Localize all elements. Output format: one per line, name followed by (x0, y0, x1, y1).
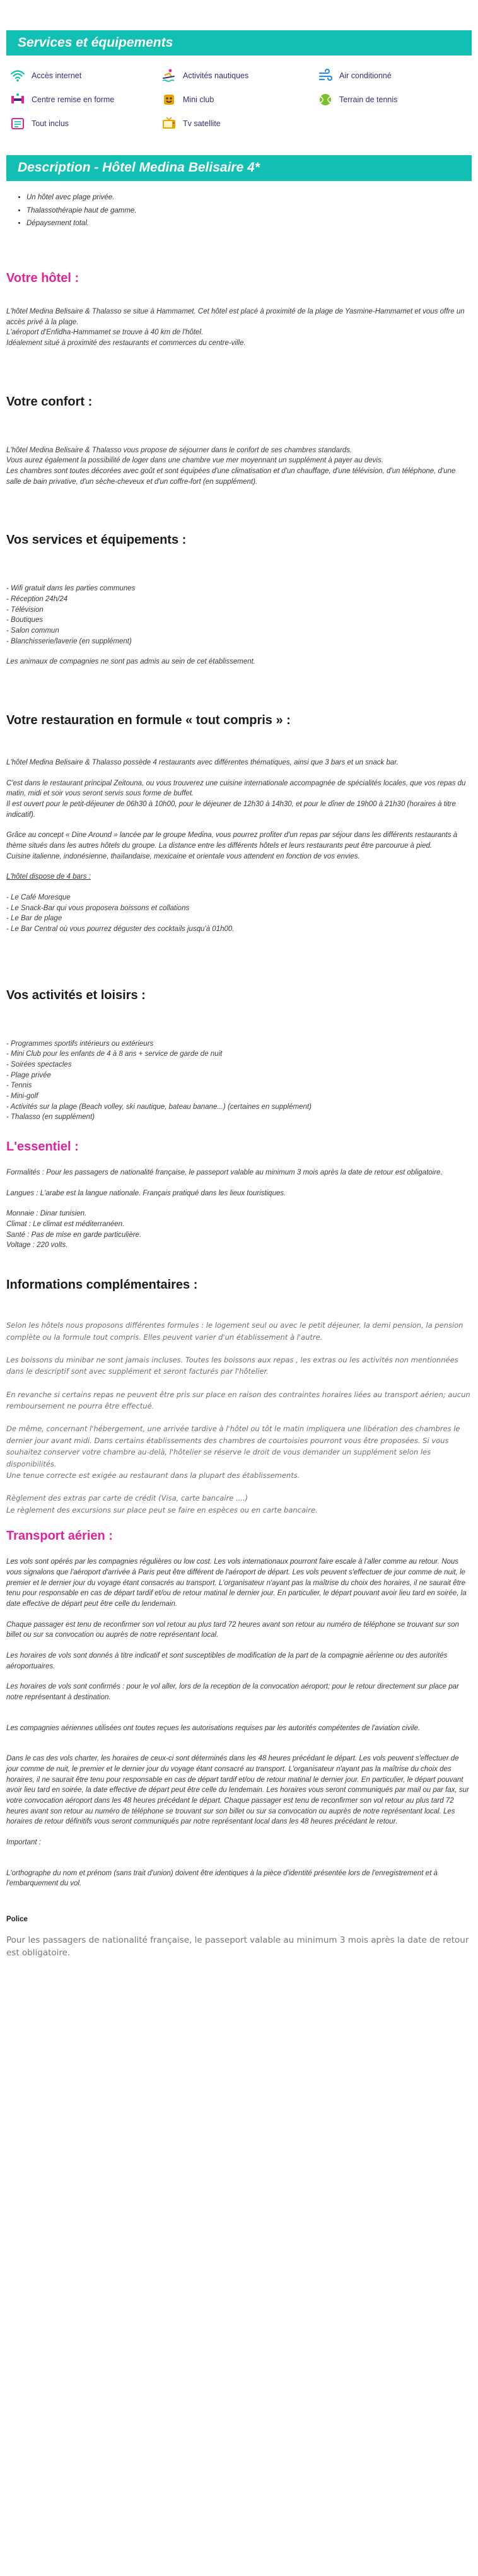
list-item: - Le Bar Central où vous pourrez déguster des cocktails jusqu'à 01h00. (6, 925, 235, 934)
activities-text (0, 1039, 478, 1123)
paragraph: Cuisine italienne, indonésienne, thaïlandaise, mexicaine et orientale vous attendent en fonction de vos envies. (6, 852, 360, 860)
paragraph: Voltage : 220 volts. (6, 1241, 68, 1250)
service-label: Terrain de tennis (339, 95, 398, 105)
section-title-info: Informations complémentaires : (6, 1278, 198, 1292)
paragraph: Les chambres sont toutes décorées avec goût et sont équipées d'une climatisation et d'un chauffage, d'une télévision, d'un téléphone, d'une salle de bain privative, d'un sèche-cheveux et d'un coffre-fort (en supplément). (6, 467, 456, 486)
list-item: • Dépaysement total. (26, 218, 478, 229)
paragraph: Les vols sont opérés par les compagnies régulières ou low cost. Les vols internationaux pourront faire escale à l'aller comme au retour. Nous vous signalons que l'aéroport d'arrivée à Paris peut être différent de l'aéroport de départ. Les vols peuvent s'effectuer de jour comme de nuit, le premier et le dernier jour du voyage étant consacrés au transport. L'organisateur n'ayant pas la maîtrise du choix des horaires, il ne saurait être tenu pour responsable en cas de départ tardif et/ou de retour matinal le dernier jour. En particulier, le départ pouvant avoir lieu tard en soirée, la date effective de départ peut être celle du lendemain. (6, 1558, 467, 1608)
paragraph: Climat : Le climat est méditerranéen. (6, 1221, 125, 1229)
paragraph: Idéalement situé à proximité des restaurants et commerces du centre-ville. (6, 339, 246, 347)
list-item: - Le Bar de plage (6, 915, 62, 923)
paragraph: L'orthographe du nom et prénom (sans trait d'union) doivent être identiques à la pièce d'identité présentée lors de l'enregistrement et à l'embarquement du vol. (6, 1869, 438, 1888)
paragraph: Règlement des extras par carte de crédit (Visa, carte bancaire ....) (6, 1494, 248, 1503)
paragraph: Formalités : Pour les passagers de nationalité française, le passeport valable au minimum 3 mois après la date de retour est obligatoire. (6, 1169, 443, 1177)
list-item: - Activités sur la plage (Beach volley, ski nautique, bateau banane...) (certaines en supplément) (6, 1103, 312, 1111)
paragraph: Les horaires de vols sont donnés à titre indicatif et sont susceptibles de modification de la part de la compagnie aérienne ou des autorités aéroportuaires. (6, 1651, 448, 1670)
list-item: - Programmes sportifs intérieurs ou extérieurs (6, 1039, 154, 1048)
paragraph: L'hôtel Medina Belisaire & Thalasso possède 4 restaurants avec différentes thématiques, ainsi que 3 bars et un snack bar. (6, 758, 399, 766)
service-mini-club (161, 92, 318, 107)
list-item: - Wifi gratuit dans les parties communes (6, 585, 136, 593)
bars-title: L'hôtel dispose de 4 bars : (6, 873, 91, 881)
list-item: - Tennis (6, 1082, 32, 1090)
paragraph: Les compagnies aériennes utilisées ont toutes reçues les autorisations requises par les autorités compétentes de l'aviation civile. (6, 1724, 421, 1732)
mini-club-icon (161, 92, 177, 107)
paragraph: Chaque passager est tenu de reconfirmer son vol retour au plus tard 72 heures avant son retour au numéro de téléphone se trouvant sur son billet ou sur sa convocation ou auprès de notre représentant local. (6, 1620, 459, 1639)
water-sports-icon (161, 68, 177, 83)
list-item: - Mini Club pour les enfants de 4 à 8 ans + service de garde de nuit (6, 1050, 223, 1058)
paragraph: En revanche si certains repas ne peuvent être pris sur place en raison des contraintes horaires liées au transport aérien; aucun remboursement ne pourra être effectué. (6, 1390, 470, 1411)
section-title-transport: Transport aérien : (6, 1529, 113, 1543)
section-title-activities: Vos activités et loisirs : (6, 988, 146, 1002)
paragraph: Une tenue correcte est exigée au restaurant dans la plupart des établissements. (6, 1471, 300, 1480)
list-item: - Salon commun (6, 626, 59, 635)
list-item: - Mini-golf (6, 1092, 38, 1101)
services-grid (0, 56, 478, 131)
highlights-list (0, 181, 478, 229)
dining-text (0, 758, 478, 935)
section-title-amenities: Vos services et équipements : (6, 533, 187, 547)
paragraph: Grâce au concept « Dine Around » lancée par le groupe Medina, vous pourrez profiter d'un repas par séjour dans les différents restaurants à thème situés dans les autres hôtels du groupe. La distance entre les différents hôtels et leurs restaurants peut être parcourue à pied. (6, 831, 458, 850)
service-label: Mini club (183, 95, 214, 105)
paragraph: Santé : Pas de mise en garde particulière. (6, 1231, 142, 1239)
tv-icon (161, 116, 177, 131)
service-label: Accès internet (32, 71, 82, 81)
paragraph: L'hôtel Medina Belisaire & Thalasso se situe à Hammamet. Cet hôtel est placé à proximité de la plage de Yasmine-Hammamet et vous offre un accès privé à la plage. (6, 307, 465, 326)
hotel-text (0, 307, 478, 349)
paragraph: Dans le cas des vols charter, les horaires de ceux-ci sont déterminés dans les 48 heures précédant le départ. Les vols peuvent s'effectuer de jour comme de nuit, le premier et le dernier jour du voyage étant consacré au transport. L'organisateur n'ayant pas la maîtrise du choix des horaires, il ne saurait être tenu pour responsable en cas de départ tardif et/ou de retour matinal le dernier jour. En particulier, le départ pouvant avoir lieu tard en soirée, la date effective de départ peut être celle du lendemain. Les horaires vous seront communiqués par mail ou par fax, sur votre convocation aéroport dans les 48 heures précédant le départ. Chaque passager est tenu de reconfirmer son vol retour au plus tard 72 heures avant son retour au numéro de téléphone se trouvant sur son billet ou sur sa convocation ou auprès de notre représentant local. Les horaires de retour définitifs vous seront communiqués par notre représentant local dans les 48 heures précédant le retour. (6, 1755, 469, 1826)
service-air-conditioning (318, 68, 475, 83)
description-header: Description - Hôtel Medina Belisaire 4* (6, 155, 472, 180)
essentials-text (0, 1168, 478, 1251)
service-label: Tv satellite (183, 119, 221, 129)
paragraph: L'hôtel Medina Belisaire & Thalasso vous propose de séjourner dans le confort de ses chambres standards. (6, 446, 353, 454)
all-inclusive-icon (10, 116, 25, 131)
paragraph: Langues : L'arabe est la langue nationale. Français pratiqué dans les lieux touristiques. (6, 1189, 286, 1197)
paragraph: Vous aurez également la possibilité de loger dans une chambre vue mer moyennant un supplément à payer au devis. (6, 457, 383, 465)
paragraph: Il est ouvert pour le petit-déjeuner de 06h30 à 10h00, pour le déjeuner de 12h30 à 14h30, et pour le dîner de 19h00 à 21h30 (horaires à titre indicatif). (6, 800, 456, 819)
service-tennis (318, 92, 475, 107)
list-item: • Un hôtel avec plage privée. (26, 192, 478, 203)
list-item: • Thalassothérapie haut de gamme. (26, 206, 478, 216)
service-tv (161, 116, 318, 131)
section-title-dining: Votre restauration en formule « tout compris » : (6, 713, 291, 727)
air-conditioning-icon (318, 68, 333, 83)
fitness-icon (10, 92, 25, 107)
services-header: Services et équipements (6, 30, 472, 56)
list-item: - Le Snack-Bar qui vous proposera boissons et collations (6, 904, 190, 912)
list-item: - Boutiques (6, 616, 44, 624)
service-fitness (10, 92, 161, 107)
paragraph: L'aéroport d'Enfidha-Hammamet se trouve à 40 km de l'hôtel. (6, 329, 204, 337)
service-water-sports (161, 68, 318, 83)
list-item: - Blanchisserie/laverie (en supplément) (6, 637, 132, 645)
list-item: - Soirées spectacles (6, 1061, 72, 1069)
list-item: - Thalasso (en supplément) (6, 1113, 95, 1121)
wifi-icon (10, 68, 25, 83)
tennis-icon (318, 92, 333, 107)
paragraph: C'est dans le restaurant principal Zeitouna, ou vous trouverez une cuisine internationale accompagnée de spécialités locales, que vos repas du matin, midi et soir vous seront servis sous forme de buffet. (6, 779, 466, 798)
paragraph: Le règlement des excursions sur place peut se faire en espèces ou en carte bancaire. (6, 1505, 318, 1514)
paragraph: Les boissons du minibar ne sont jamais incluses. Toutes les boissons aux repas , les extras ou les activités non mentionnées dans le descriptif sont avec supplément et seront facturés par l'hôtelier. (6, 1355, 458, 1376)
list-item: - Plage privée (6, 1071, 51, 1079)
amenities-text (0, 583, 478, 667)
police-text: Pour les passagers de nationalité française, le passeport valable au minimum 3 mois après la date de retour est obligatoire. (6, 1935, 469, 1958)
police-label: Police (6, 1915, 28, 1923)
service-label: Activités nautiques (183, 71, 249, 81)
paragraph: Les animaux de compagnies ne sont pas admis au sein de cet établissement. (6, 658, 256, 666)
paragraph: Les horaires de vols sont confirmés : pour le vol aller, lors de la reception de la convocation aéroport; pour le retour directement sur place par notre représentant à destination. (6, 1683, 459, 1701)
service-label: Tout inclus (32, 119, 69, 129)
service-label: Centre remise en forme (32, 95, 115, 105)
info-text (0, 1320, 478, 1516)
comfort-text (0, 445, 478, 488)
service-label: Air conditionné (339, 71, 392, 81)
list-item: - Télévision (6, 606, 44, 614)
paragraph: Selon les hôtels nous proposons différentes formules : le logement seul ou avec le petit déjeuner, la demi pension, la pension complète ou la formule tout compris. Elles peuvent varier d'un établissement à l'autre. (6, 1321, 463, 1342)
list-item: - Le Café Moresque (6, 894, 71, 902)
section-title-comfort: Votre confort : (6, 394, 93, 409)
service-all-inclusive (10, 116, 161, 131)
list-item: - Réception 24h/24 (6, 595, 68, 603)
paragraph: De même, concernant l'hébergement, une arrivée tardive à l'hôtel ou tôt le matin impliquera une libération des chambres le dernier jour avant midi. Dans certains établissements des chambres de courtoisies pourront vous être proposées. Si vous souhaitez conserver votre chambre au-delà, l'hôtelier se réserve le droit de vous demander un supplément selon les disponibilités. (6, 1424, 460, 1468)
transport-text (0, 1557, 478, 1889)
section-title-hotel: Votre hôtel : (6, 271, 79, 285)
paragraph: Monnaie : Dinar tunisien. (6, 1210, 87, 1218)
section-title-essentials: L'essentiel : (6, 1140, 79, 1154)
paragraph: Important : (6, 1838, 41, 1846)
service-internet (10, 68, 161, 83)
